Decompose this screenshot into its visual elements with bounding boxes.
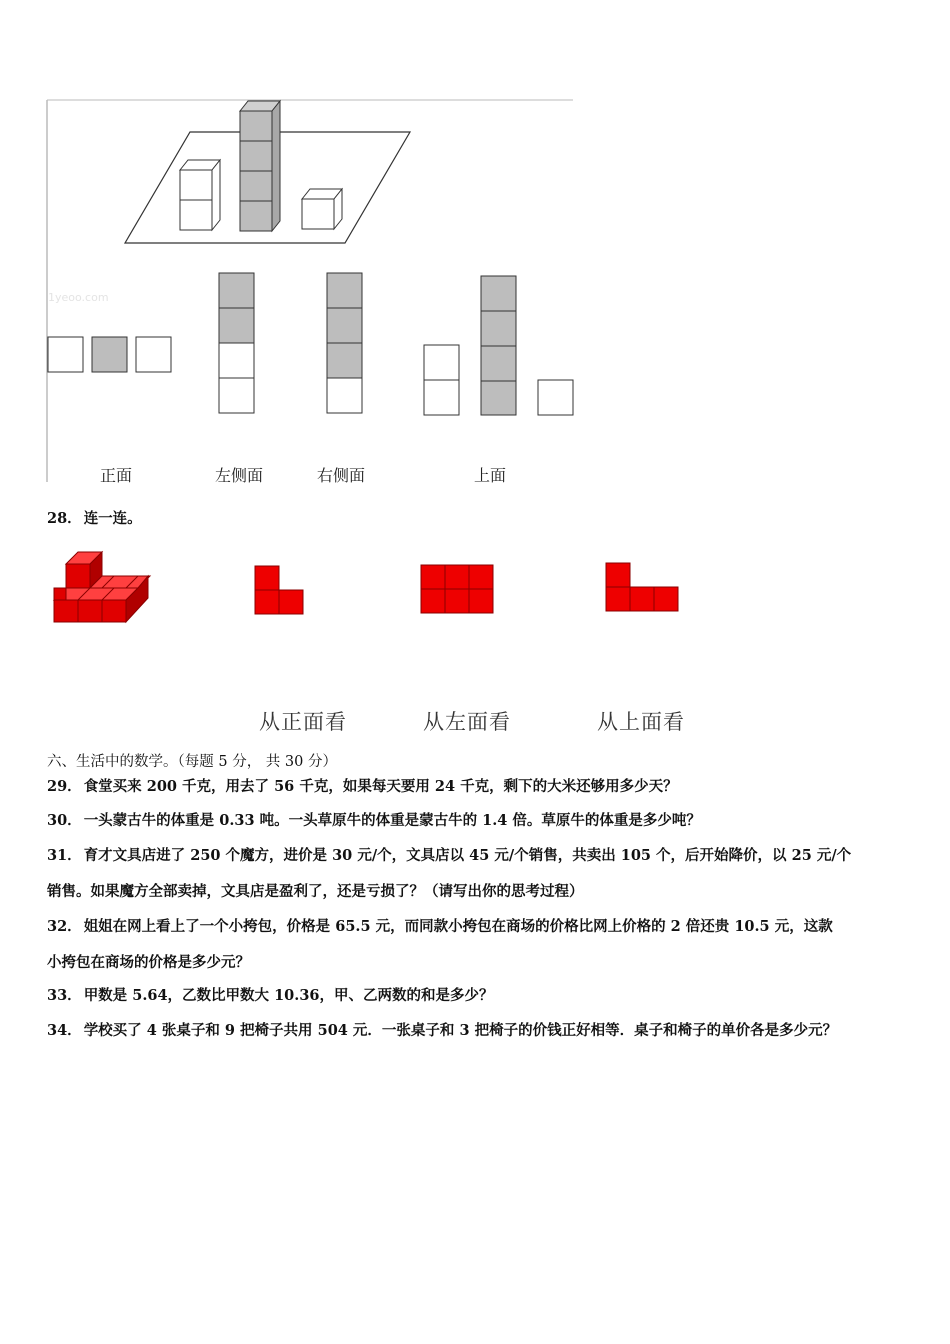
stack-right (302, 189, 342, 229)
view-front (48, 337, 171, 372)
question-number: 33． (47, 987, 82, 1004)
label-view-front: 从正面看 (259, 710, 347, 734)
figure-views-drawing (0, 0, 950, 500)
question-32-line2: 小挎包在商场的价格是多少元？ (47, 954, 250, 971)
stack-middle (240, 101, 280, 231)
label-view-top: 从上面看 (597, 710, 685, 734)
red-view-c (606, 563, 678, 611)
question-31-line2: 销售。如果魔方全部卖掉，文具店是盈利了，还是亏损了？（请写出你的思考过程） (47, 883, 584, 900)
label-front: 正面 (100, 466, 133, 485)
question-34 (47, 1021, 837, 1041)
question-number: 32． (47, 918, 82, 935)
question-number: 34． (47, 1022, 82, 1039)
question-30 (47, 811, 701, 831)
question-text: 连一连。 (83, 510, 142, 527)
red-3d-shape (54, 552, 150, 622)
question-number: 28． (47, 510, 82, 527)
section-6-title: 六、生活中的数学。（每题 5 分， 共 30 分） (47, 754, 337, 770)
question-text: 甲数是 5.64，乙数比甲数大 10.36，甲、乙两数的和是多少？ (83, 987, 494, 1004)
question-number: 30． (47, 812, 82, 829)
question-text: 姐姐在网上看上了一个小挎包，价格是 65.5 元，而同款小挎包在商场的价格比网上价格的 2 倍还贵 10.5 元，这款 (83, 918, 833, 935)
label-view-left: 从左面看 (423, 710, 511, 734)
view-left-side (219, 273, 254, 413)
view-right-side (327, 273, 362, 413)
red-view-b (421, 565, 493, 613)
question-32 (47, 917, 833, 937)
question-31 (47, 846, 851, 866)
question-29 (47, 777, 678, 797)
question-number: 31． (47, 847, 82, 864)
question-28 (47, 509, 142, 529)
question-text: 学校买了 4 张桌子和 9 把椅子共用 504 元．一张桌子和 3 把椅子的价钱正好相等．桌子和椅子的单价各是多少元？ (83, 1022, 838, 1039)
question-text: 育才文具店进了 250 个魔方，进价是 30 元/个，文具店以 45 元/个销售，共卖出 105 个，后开始降价，以 25 元/个 (83, 847, 852, 864)
question-text: 食堂买来 200 千克，用去了 56 千克，如果每天要用 24 千克，剩下的大米还够用多少天？ (83, 778, 678, 795)
question-number: 29． (47, 778, 82, 795)
label-top: 上面 (474, 466, 507, 485)
label-left-side: 左侧面 (215, 466, 264, 485)
label-right-side: 右侧面 (317, 466, 366, 485)
red-view-a (255, 566, 303, 614)
view-top (424, 276, 573, 415)
stack-left (180, 160, 220, 230)
question-text: 一头蒙古牛的体重是 0.33 吨。一头草原牛的体重是蒙古牛的 1.4 倍。草原牛的体重是多少吨？ (83, 812, 701, 829)
question-33 (47, 986, 494, 1006)
watermark: 1yeoo.com (48, 291, 109, 304)
